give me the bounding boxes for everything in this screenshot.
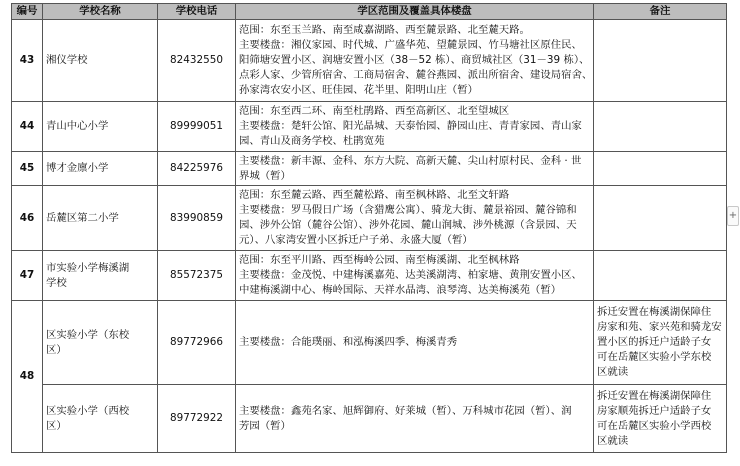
scope-line: 主要楼盘：金茂悦、中建梅溪嘉苑、达美溪湖湾、柏家塘、黄荆安置小区、 (239, 269, 582, 281)
row-number: 47 (12, 251, 43, 301)
table-row (12, 385, 727, 453)
header-scope: 学区范围及覆盖具体楼盘 (236, 4, 594, 20)
school-scope (236, 20, 594, 102)
school-note (594, 152, 727, 186)
scope-line: 园、涉外公馆（麓谷公馆）、涉外花园、麓山润城、涉外桃源（含景园、天 (239, 219, 577, 231)
row-number: 46 (12, 186, 43, 251)
table-row (12, 102, 727, 152)
scope-line: 范围：东至麓云路、西至麓松路、南至枫林路、北至文轩路 (239, 189, 510, 201)
header-name: 学校名称 (43, 4, 158, 20)
scope-line: 孙家湾农安小区、旺佳园、花半里、阳明山庄（暂） (239, 84, 478, 96)
header-phone: 学校电话 (158, 4, 236, 20)
school-name-line: 学校 (46, 276, 67, 289)
table-row (12, 152, 727, 186)
school-scope (236, 385, 594, 453)
scope-line: 主要楼盘：罗马假日广场（含猎鹰公寓）、骑龙大街、麓景裕园、麓谷锦和 (239, 204, 577, 216)
header-row (12, 4, 727, 20)
scope-line: 主要楼盘：湘仪家园、时代城、广盛华苑、望麓景园、竹马塘社区原住民、 (239, 39, 582, 51)
school-name-line: 区） (46, 419, 67, 432)
school-name (43, 385, 158, 453)
scope-line: 主要楼盘：新丰源、金科、东方大院、高新天麓、尖山村原村民、金科 · 世 (239, 154, 582, 167)
scope-line: 元）、八家湾安置小区拆迁户子弟、永盛大厦（暂） (239, 234, 473, 246)
scope-line: 主要楼盘：合能璞丽、和泓梅溪四季、梅溪青秀 (239, 336, 458, 348)
scope-line: 园、青山及商务学校、杜鹃宽苑 (239, 135, 385, 147)
school-name (43, 20, 158, 102)
scope-line: 界城（暂） (239, 169, 291, 182)
school-name-line: 区） (46, 343, 67, 356)
school-phone: 84225976 (158, 152, 236, 186)
school-name-line: 湘仪学校 (46, 54, 88, 66)
scope-line: 阳筛塘安置小区、润塘安置小区（38－52 栋）、商贸城社区（31－39 栋）、 (239, 54, 590, 66)
note-line: 拆迁安置在梅溪湖保障住 (597, 389, 712, 402)
school-phone: 89772922 (158, 385, 236, 453)
scope-line: 主要楼盘：鑫苑名家、旭辉御府、好莱城（暂）、万科城市花园（暂）、润 (239, 404, 572, 417)
school-scope (236, 186, 594, 251)
note-line: 置小区的拆迁户适龄子女 (597, 336, 712, 348)
note-line: 可在岳麓区实验小学东校 (597, 351, 712, 363)
note-line: 区就读 (597, 366, 629, 378)
school-phone: 89772966 (158, 301, 236, 385)
school-name-line: 市实验小学梅溪湖 (46, 261, 130, 274)
school-name-line: 区实验小学（西校 (46, 404, 130, 417)
school-name (43, 102, 158, 152)
school-note (594, 186, 727, 251)
school-name-line: 岳麓区第二小学 (46, 211, 119, 224)
school-note (594, 102, 727, 152)
school-name-line: 区实验小学（东校 (46, 328, 130, 341)
scope-line: 中建梅溪湖中心、梅岭国际、天祥水晶湾、浪琴湾、达美梅溪苑（暂） (239, 284, 562, 296)
note-line: 拆迁安置在梅溪湖保障住 (597, 306, 712, 318)
note-line: 房家顺苑拆迁户适龄子女 (597, 404, 712, 417)
school-name (43, 301, 158, 385)
table-row (12, 20, 727, 102)
header-num: 编号 (12, 4, 43, 20)
scope-line: 范围：东至平川路、西至梅岭公园、南至梅溪湖、北至枫林路 (239, 254, 520, 266)
school-note (594, 20, 727, 102)
school-phone: 89999051 (158, 102, 236, 152)
note-line: 区就读 (597, 434, 629, 447)
school-phone: 83990859 (158, 186, 236, 251)
school-note (594, 301, 727, 385)
scope-line: 主要楼盘：楚轩公馆、阳光晶城、天泰怡园、静园山庄、青青家园、青山家 (239, 120, 582, 132)
note-line: 可在岳麓区实验小学西校 (597, 419, 712, 432)
school-phone: 82432550 (158, 20, 236, 102)
scope-line: 范围：东至西二环、南至杜鹃路、西至高新区、北至望城区 (239, 105, 510, 117)
table-row (12, 186, 727, 251)
school-name (43, 251, 158, 301)
row-number: 43 (12, 20, 43, 102)
scope-line: 芳园（暂） (239, 419, 291, 432)
school-district-table (11, 3, 727, 453)
scope-line: 范围：东至玉兰路、南至咸嘉湖路、西至麓景路、北至麓天路。 (239, 24, 530, 36)
school-scope (236, 152, 594, 186)
school-scope (236, 251, 594, 301)
row-number: 45 (12, 152, 43, 186)
scope-line: 点彩人家、少管所宿舍、工商局宿舍、麓谷燕园、派出所宿舍、建设局宿舍、 (239, 69, 593, 81)
note-line: 房家和苑、家兴苑和骑龙安 (597, 321, 722, 333)
school-scope (236, 102, 594, 152)
school-name (43, 152, 158, 186)
school-note (594, 385, 727, 453)
table-row (12, 251, 727, 301)
table-row (12, 301, 727, 385)
school-name (43, 186, 158, 251)
expand-plus-icon[interactable]: + (727, 206, 739, 226)
school-name-line: 青山中心小学 (46, 120, 109, 132)
school-name-line: 博才金廪小学 (46, 162, 109, 174)
school-scope (236, 301, 594, 385)
school-note (594, 251, 727, 301)
row-number: 44 (12, 102, 43, 152)
row-number: 48 (12, 301, 43, 453)
header-note: 备注 (594, 4, 727, 20)
school-phone: 85572375 (158, 251, 236, 301)
